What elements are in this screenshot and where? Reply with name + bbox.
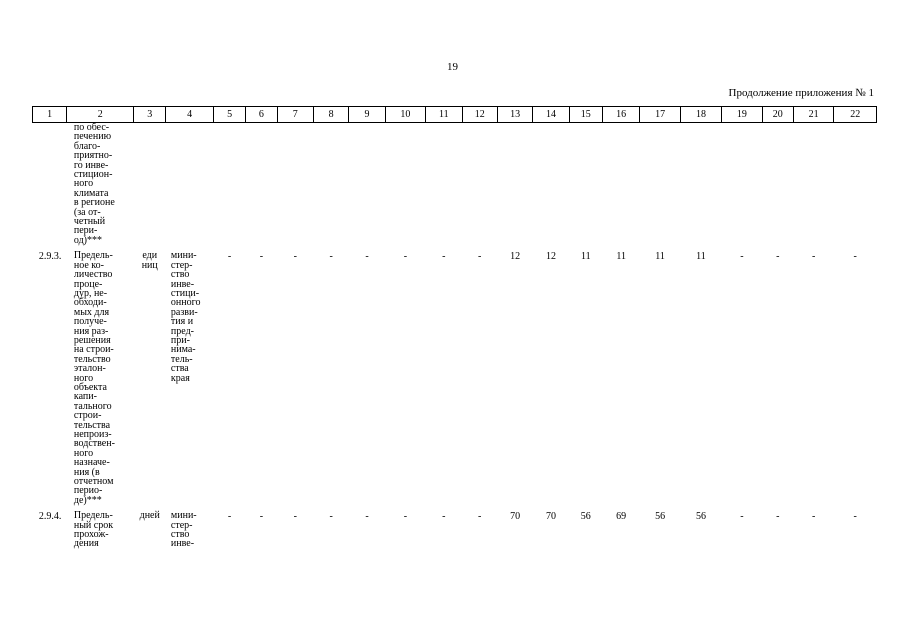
- header-cell: 2: [67, 107, 134, 123]
- value-cell: 11: [616, 251, 626, 263]
- value-cell: -: [478, 251, 482, 263]
- table-row: [33, 251, 877, 505]
- header-cell: 7: [277, 107, 313, 123]
- indicator-name: Предель- ное ко- личество проце- дур, не- обходи- мых для получе- ния раз- решения на строи- тельство эталон- ного объекта капи- тального строи- тельства непроиз- водствен- ного назначе- ния (в отчетном перио- де)***: [73, 250, 115, 506]
- header-cell: 20: [762, 107, 793, 123]
- header-cell: 22: [834, 107, 877, 123]
- header-row: [33, 107, 877, 123]
- header-cell: 18: [680, 107, 721, 123]
- header-cell: 17: [640, 107, 680, 123]
- value-cell: -: [776, 511, 780, 523]
- header-cell: 4: [166, 107, 214, 123]
- value-cell: 12: [545, 251, 556, 263]
- value-cell: -: [329, 511, 333, 523]
- value-cell: -: [259, 251, 264, 263]
- value-cell: -: [740, 251, 744, 263]
- value-cell: -: [776, 251, 780, 263]
- continuation-text: по обес- печению благо- приятно- го инве- стицион- ного климата в регионе (за от- четный пери- од)***: [73, 122, 115, 246]
- page-number: 19: [447, 61, 458, 73]
- value-cell: -: [442, 511, 446, 523]
- value-cell: 56: [580, 511, 591, 523]
- value-cell: -: [740, 511, 744, 523]
- header-cell: 1: [33, 107, 67, 123]
- indicator-name: Предель- ный срок прохож- дения: [73, 510, 114, 550]
- table-row: [33, 511, 877, 549]
- unit-cell: еди ниц: [141, 250, 158, 271]
- header-cell: 21: [793, 107, 833, 123]
- value-cell: 11: [580, 251, 591, 263]
- value-cell: -: [853, 511, 857, 523]
- value-cell: 11: [655, 251, 665, 263]
- value-cell: 69: [616, 511, 627, 523]
- value-cell: -: [853, 251, 857, 263]
- header-cell: 14: [533, 107, 569, 123]
- value-cell: -: [478, 511, 482, 523]
- value-cell: 56: [696, 511, 706, 523]
- header-cell: 9: [349, 107, 385, 123]
- value-cell: 70: [545, 511, 556, 523]
- value-cell: -: [293, 511, 297, 523]
- value-cell: 12: [510, 251, 521, 263]
- header-cell: 19: [722, 107, 762, 123]
- value-cell: -: [293, 251, 297, 263]
- row-number: 2.9.3.: [38, 251, 62, 263]
- value-cell: 56: [655, 511, 666, 523]
- value-cell: -: [365, 511, 369, 523]
- appendix-caption: Продолжение приложения № 1: [728, 87, 874, 99]
- header-cell: 5: [213, 107, 245, 123]
- header-cell: 8: [313, 107, 348, 123]
- value-cell: 70: [510, 511, 521, 523]
- executor-cell: мини- стер- ство инве- стици- онного разви- тия и пред- при- нима- тель- ства края: [170, 250, 201, 384]
- value-cell: -: [403, 511, 408, 523]
- value-cell: -: [812, 511, 816, 523]
- value-cell: -: [329, 251, 333, 263]
- continuation-row: [33, 123, 877, 246]
- header-cell: 12: [462, 107, 497, 123]
- value-cell: -: [227, 251, 232, 263]
- value-cell: -: [365, 251, 369, 263]
- unit-cell: дней: [139, 510, 160, 522]
- executor-cell: мини- стер- ство инве-: [170, 510, 197, 550]
- header-cell: 10: [385, 107, 425, 123]
- value-cell: -: [403, 251, 408, 263]
- header-cell: 13: [497, 107, 532, 123]
- value-cell: 11: [696, 251, 706, 263]
- value-cell: -: [812, 251, 816, 263]
- value-cell: -: [442, 251, 446, 263]
- header-cell: 16: [602, 107, 639, 123]
- value-cell: -: [227, 511, 232, 523]
- indicators-table: [32, 106, 877, 549]
- value-cell: -: [259, 511, 264, 523]
- header-cell: 11: [426, 107, 462, 123]
- header-cell: 15: [569, 107, 602, 123]
- header-cell: 6: [246, 107, 277, 123]
- row-number: 2.9.4.: [38, 511, 62, 523]
- header-cell: 3: [134, 107, 166, 123]
